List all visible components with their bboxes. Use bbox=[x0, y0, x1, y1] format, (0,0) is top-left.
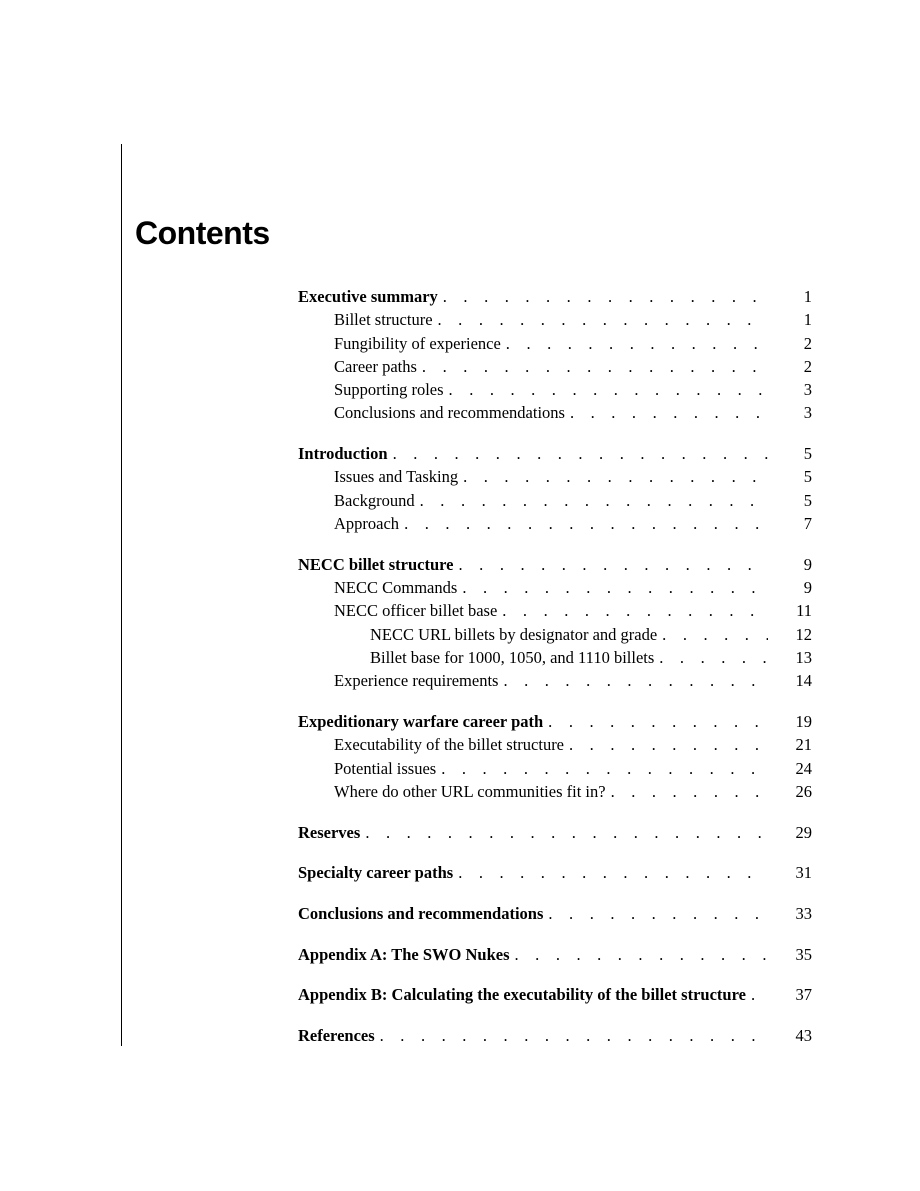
toc-entry-potential-issues[interactable] bbox=[298, 757, 812, 780]
toc-entry-title: Introduction bbox=[298, 444, 388, 464]
dot-leader bbox=[463, 465, 768, 488]
toc-section bbox=[298, 1024, 812, 1047]
toc-page-number: 14 bbox=[795, 671, 812, 691]
toc-entry-title: NECC Commands bbox=[334, 578, 458, 598]
dot-leader bbox=[393, 442, 768, 465]
toc-entry-title: Fungibility of experience bbox=[334, 333, 501, 353]
toc-entry-fungibility-of-experience[interactable] bbox=[298, 332, 812, 355]
toc-entry-necc-commands[interactable] bbox=[298, 576, 812, 599]
toc-entry-executability-of-the-billet-structure[interactable] bbox=[298, 733, 812, 756]
toc-entry-necc-url-billets-by-designator-and-grade[interactable] bbox=[298, 623, 812, 646]
dot-leader bbox=[422, 355, 768, 378]
toc-page-number: 12 bbox=[795, 624, 812, 644]
dot-leader bbox=[380, 1024, 768, 1047]
toc-section bbox=[298, 553, 812, 693]
toc-entry-references[interactable] bbox=[298, 1024, 812, 1047]
toc-entry-issues-and-tasking[interactable] bbox=[298, 465, 812, 488]
toc-entry-title: Appendix A: The SWO Nukes bbox=[298, 944, 510, 964]
toc-page-number: 3 bbox=[803, 403, 812, 423]
toc-entry-title: Background bbox=[334, 490, 415, 510]
toc-entry-experience-requirements[interactable] bbox=[298, 669, 812, 692]
dot-leader bbox=[548, 710, 768, 733]
toc-entry-introduction[interactable] bbox=[298, 442, 812, 465]
toc-entry-supporting-roles[interactable] bbox=[298, 378, 812, 401]
dot-leader bbox=[404, 512, 768, 535]
dot-leader bbox=[515, 943, 768, 966]
toc-entry-appendix-a-the-swo-nukes[interactable] bbox=[298, 943, 812, 966]
toc-entry-expeditionary-warfare-career-path[interactable] bbox=[298, 710, 812, 733]
toc-page-number: 9 bbox=[803, 554, 812, 574]
dot-leader bbox=[506, 332, 768, 355]
toc-page-number: 26 bbox=[795, 781, 812, 801]
toc-entry-career-paths[interactable] bbox=[298, 355, 812, 378]
dot-leader bbox=[569, 733, 768, 756]
toc-entry-title: Experience requirements bbox=[334, 671, 499, 691]
table-of-contents bbox=[298, 285, 812, 1065]
toc-entry-title: Where do other URL communities fit in? bbox=[334, 781, 606, 801]
toc-page-number: 33 bbox=[795, 903, 812, 923]
toc-entry-title: Conclusions and recommendations bbox=[298, 903, 544, 923]
toc-entry-necc-billet-structure[interactable] bbox=[298, 553, 812, 576]
toc-page-number: 3 bbox=[803, 380, 812, 400]
toc-entry-specialty-career-paths[interactable] bbox=[298, 861, 812, 884]
dot-leader bbox=[662, 623, 768, 646]
toc-section bbox=[298, 285, 812, 425]
toc-entry-title: Executability of the billet structure bbox=[334, 735, 565, 755]
toc-entry-title: NECC officer billet base bbox=[334, 601, 498, 621]
toc-page-number: 31 bbox=[795, 863, 812, 883]
toc-page-number: 21 bbox=[795, 735, 812, 755]
toc-page-number: 29 bbox=[795, 822, 812, 842]
page-title: Contents bbox=[135, 215, 270, 251]
toc-entry-title: NECC billet structure bbox=[298, 554, 454, 574]
dot-leader bbox=[503, 669, 768, 692]
dot-leader bbox=[570, 401, 768, 424]
toc-entry-title: Billet structure bbox=[334, 310, 433, 330]
toc-section bbox=[298, 821, 812, 844]
toc-page-number: 24 bbox=[795, 758, 812, 778]
toc-page-number: 2 bbox=[803, 333, 812, 353]
dot-leader bbox=[438, 308, 768, 331]
dot-leader bbox=[443, 285, 768, 308]
toc-entry-title: NECC URL billets by designator and grade bbox=[370, 624, 658, 644]
toc-entry-title: Reserves bbox=[298, 822, 361, 842]
dot-leader bbox=[449, 378, 768, 401]
toc-page-number: 37 bbox=[795, 985, 812, 1005]
toc-page-number: 13 bbox=[795, 647, 812, 667]
toc-page-number: 11 bbox=[796, 601, 812, 621]
toc-entry-title: Billet base for 1000, 1050, and 1110 billets bbox=[370, 647, 655, 667]
dot-leader bbox=[420, 489, 768, 512]
toc-section bbox=[298, 710, 812, 803]
toc-section bbox=[298, 983, 812, 1006]
toc-entry-background[interactable] bbox=[298, 489, 812, 512]
toc-entry-title: Issues and Tasking bbox=[334, 467, 459, 487]
toc-page-number: 7 bbox=[803, 514, 812, 534]
toc-entry-title: Potential issues bbox=[334, 758, 437, 778]
toc-entry-necc-officer-billet-base[interactable] bbox=[298, 599, 812, 622]
dot-leader bbox=[611, 780, 768, 803]
toc-section bbox=[298, 943, 812, 966]
toc-page-number: 1 bbox=[803, 310, 812, 330]
toc-section bbox=[298, 861, 812, 884]
toc-entry-billet-structure[interactable] bbox=[298, 308, 812, 331]
toc-page-number: 5 bbox=[803, 490, 812, 510]
dot-leader bbox=[462, 576, 768, 599]
dot-leader bbox=[441, 757, 768, 780]
toc-entry-title: References bbox=[298, 1025, 375, 1045]
toc-entry-title: Career paths bbox=[334, 356, 417, 376]
toc-entry-reserves[interactable] bbox=[298, 821, 812, 844]
toc-entry-title: Supporting roles bbox=[334, 380, 444, 400]
toc-entry-where-do-other-url-communities-fit-in[interactable] bbox=[298, 780, 812, 803]
dot-leader bbox=[502, 599, 768, 622]
toc-entry-title: Appendix B: Calculating the executability of the billet structure bbox=[298, 985, 746, 1005]
toc-page-number: 1 bbox=[803, 287, 812, 306]
toc-page-number: 5 bbox=[803, 467, 812, 487]
toc-section bbox=[298, 902, 812, 925]
toc-entry-title: Expeditionary warfare career path bbox=[298, 711, 544, 731]
toc-entry-title: Conclusions and recommendations bbox=[334, 403, 565, 423]
toc-entry-appendix-b-calculating-the-executability-of-the-billet-structure[interactable] bbox=[298, 983, 812, 1006]
toc-entry-title: Approach bbox=[334, 514, 400, 534]
toc-entry-billet-base-for-1000-1050-and-1110-billets[interactable] bbox=[298, 646, 812, 669]
dot-leader bbox=[659, 646, 768, 669]
toc-page-number: 2 bbox=[803, 356, 812, 376]
toc-page-number: 35 bbox=[795, 944, 812, 964]
toc-section bbox=[298, 442, 812, 535]
dot-leader bbox=[458, 861, 768, 884]
dot-leader bbox=[365, 821, 768, 844]
toc-entry-conclusions-and-recommendations[interactable] bbox=[298, 401, 812, 424]
dot-leader bbox=[459, 553, 768, 576]
toc-entry-executive-summary[interactable] bbox=[298, 285, 812, 308]
toc-page-number: 19 bbox=[795, 711, 812, 731]
toc-entry-title: Specialty career paths bbox=[298, 863, 454, 883]
toc-page-number: 9 bbox=[803, 578, 812, 598]
toc-entry-title: Executive summary bbox=[298, 287, 438, 306]
dot-leader bbox=[751, 983, 768, 1006]
toc-entry-conclusions-and-recommendations[interactable] bbox=[298, 902, 812, 925]
toc-page-number: 43 bbox=[795, 1025, 812, 1045]
toc-entry-approach[interactable] bbox=[298, 512, 812, 535]
toc-page-number: 5 bbox=[803, 444, 812, 464]
dot-leader bbox=[548, 902, 768, 925]
margin-rule bbox=[121, 144, 122, 1046]
